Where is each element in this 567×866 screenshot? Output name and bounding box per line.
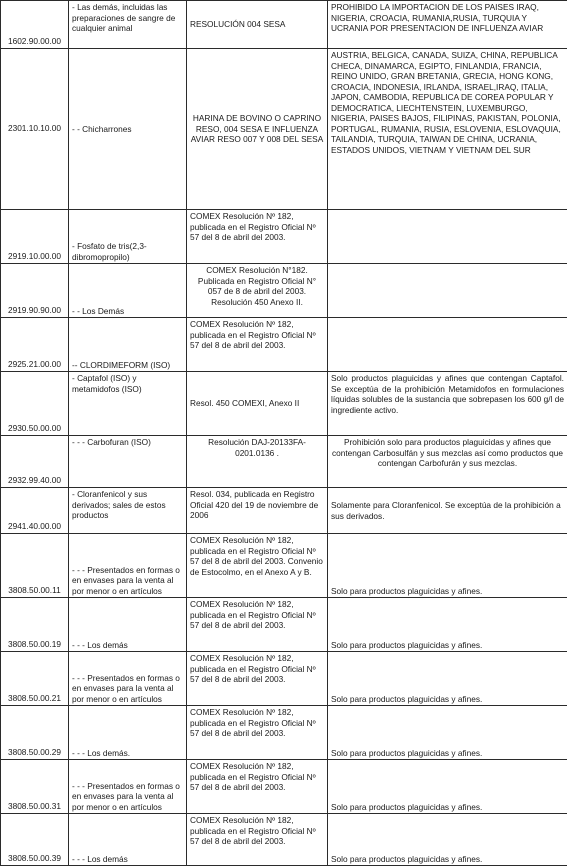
table-row	[1, 1, 567, 49]
description-cell: - - - Presentados en formas o en envases para la venta al por menor o en artículos	[69, 652, 187, 706]
tariff-code-cell: 3808.50.00.29	[1, 706, 69, 760]
tariff-code-cell: 3808.50.00.39	[1, 814, 69, 866]
tariff-code-cell: 1602.90.00.00	[1, 1, 69, 49]
description-cell: - - Los Demás	[69, 264, 187, 318]
regulation-cell: COMEX Resolución Nº 182, publicada en el Registro Oficial Nº 57 del 8 de abril del 2003.	[187, 814, 328, 866]
observation-cell: Solo para productos plaguicidas y afines.	[328, 814, 567, 866]
tariff-code-cell: 2919.90.90.00	[1, 264, 69, 318]
tariff-code-cell: 3808.50.00.21	[1, 652, 69, 706]
description-cell: - - - Presentados en formas o en envases para la venta al por menor o en artículos	[69, 534, 187, 598]
tariff-code-cell: 3808.50.00.19	[1, 598, 69, 652]
regulation-cell: Resol. 034, publicada en Registro Oficial 420 del 19 de noviembre de 2006	[187, 488, 328, 534]
observation-cell: PROHIBIDO LA IMPORTACION DE LOS PAISES IRAQ, NIGERIA, CROACIA, RUMANIA,RUSIA, TURQUIA Y UCRANIA POR PRESENTACION DE INFLUENZA AVIAR	[328, 1, 567, 49]
regulation-cell: COMEX Resolución Nº 182, publicada en el Registro Oficial Nº 57 del 8 de abril del 2003.	[187, 598, 328, 652]
tariff-code-cell: 2925.21.00.00	[1, 318, 69, 372]
regulation-cell: COMEX Resolución Nº 182, publicada en el Registro Oficial Nº 57 del 8 de abril del 2003. Convenio de Estocolmo, en el Anexo A y B.	[187, 534, 328, 598]
regulation-cell: COMEX Resolución Nº 182, publicada en el Registro Oficial Nº 57 del 8 de abril del 2003.	[187, 210, 328, 264]
table-row	[1, 598, 567, 652]
observation-cell	[328, 264, 567, 318]
observation-cell: Prohibición solo para productos plaguicidas y afines que contengan Carbosulfán y sus mezclas así como productos que contengan Carbofurán y sus mezclas.	[328, 436, 567, 488]
observation-cell	[328, 318, 567, 372]
regulation-cell: RESOLUCIÓN 004 SESA	[187, 1, 328, 49]
observation-cell: Solo productos plaguicidas y afines que contengan Captafol. Se exceptúa de la prohibición Metamidofos en formulaciones líquidas solubles de la sustancia que sobrepasen los 600 g/l de ingrediente activo.	[328, 372, 567, 436]
observation-cell: Solo para productos plaguicidas y afines.	[328, 706, 567, 760]
description-cell: - - Chicharrones	[69, 49, 187, 210]
table-row	[1, 652, 567, 706]
regulation-cell: COMEX Resolución Nº 182, publicada en el Registro Oficial Nº 57 del 8 de abril del 2003.	[187, 706, 328, 760]
table-row	[1, 318, 567, 372]
observation-cell: Solo para productos plaguicidas y afines.	[328, 760, 567, 814]
description-cell: - Cloranfenicol y sus derivados; sales de estos productos	[69, 488, 187, 534]
description-cell: - Fosfato de tris(2,3-dibromopropilo)	[69, 210, 187, 264]
observation-cell: Solamente para Cloranfenicol. Se exceptúa de la prohibición a sus derivados.	[328, 488, 567, 534]
observation-cell: Solo para productos plaguicidas y afines.	[328, 534, 567, 598]
table-row	[1, 372, 567, 436]
tariff-code-cell: 2932.99.40.00	[1, 436, 69, 488]
description-cell: -- CLORDIMEFORM (ISO)	[69, 318, 187, 372]
table-row	[1, 760, 567, 814]
regulation-cell: COMEX Resolución Nº 182, publicada en el Registro Oficial Nº 57 del 8 de abril del 2003.	[187, 652, 328, 706]
tariff-code-cell: 2919.10.00.00	[1, 210, 69, 264]
tariff-code-cell: 2941.40.00.00	[1, 488, 69, 534]
tariff-code-cell: 2930.50.00.00	[1, 372, 69, 436]
table-row	[1, 706, 567, 760]
observation-cell: AUSTRIA, BELGICA, CANADA, SUIZA, CHINA, REPUBLICA CHECA, DINAMARCA, EGIPTO, FINLANDIA, FRANCIA, REINO UNIDO, GRAN BRETANIA, GRECIA, HONG KONG, CROACIA, INDONESIA, IRLANDA, ISRAEL,IRAQ, ITALIA, JAPON, CAMBODIA, REPUBLICA DE COREA POPULAR Y DEMOCRATICA, LIECHTENSTEIN, LUXEMBURGO, NIGERIA, PAISES BAJOS, FILIPINAS, PAKISTAN, POLONIA, PORTUGAL, RUMANIA, RUSIA, ESLOVENIA, ESLOVAQUIA, TAILANDIA, TURQUIA, TAIWAN DE CHINA, UCRANIA, ESTADOS UNIDOS, VIETNAM Y VIETNAM DEL SUR	[328, 49, 567, 210]
regulation-cell: HARINA DE BOVINO O CAPRINO RESO, 004 SESA E INFLUENZA AVIAR RESO 007 Y 008 DEL SESA	[187, 49, 328, 210]
observation-cell: Solo para productos plaguicidas y afines.	[328, 598, 567, 652]
regulation-cell: COMEX Resolución Nº 182, publicada en el Registro Oficial Nº 57 del 8 de abril del 2003.	[187, 318, 328, 372]
regulation-cell: COMEX Resolución Nº 182, publicada en el Registro Oficial Nº 57 del 8 de abril del 2003.	[187, 760, 328, 814]
description-cell: - - - Presentados en formas o en envases para la venta al por menor o en artículos	[69, 760, 187, 814]
table-row	[1, 534, 567, 598]
observation-cell: Solo para productos plaguicidas y afines.	[328, 652, 567, 706]
table-row	[1, 488, 567, 534]
description-cell: - Captafol (ISO) y metamidofos (ISO)	[69, 372, 187, 436]
regulation-cell: COMEX Resolución N°182. Publicada en Registro Oficial N° 057 de 8 de abril del 2003. Resolución 450 Anexo II.	[187, 264, 328, 318]
table-row	[1, 49, 567, 210]
table-row	[1, 814, 567, 866]
tariff-code-cell: 2301.10.10.00	[1, 49, 69, 210]
observation-cell	[328, 210, 567, 264]
description-cell: - - - Los demás	[69, 598, 187, 652]
description-cell: - Las demás, incluidas las preparaciones de sangre de cualquier animal	[69, 1, 187, 49]
regulation-cell: Resol. 450 COMEXI, Anexo II	[187, 372, 328, 436]
table-row	[1, 210, 567, 264]
description-cell: - - - Los demás.	[69, 706, 187, 760]
tariff-code-cell: 3808.50.00.31	[1, 760, 69, 814]
description-cell: - - - Los demás	[69, 814, 187, 866]
table-row	[1, 436, 567, 488]
tariff-code-cell: 3808.50.00.11	[1, 534, 69, 598]
description-cell: - - - Carbofuran (ISO)	[69, 436, 187, 488]
regulation-cell: Resolución DAJ-20133FA-0201.0136 .	[187, 436, 328, 488]
table-row	[1, 264, 567, 318]
